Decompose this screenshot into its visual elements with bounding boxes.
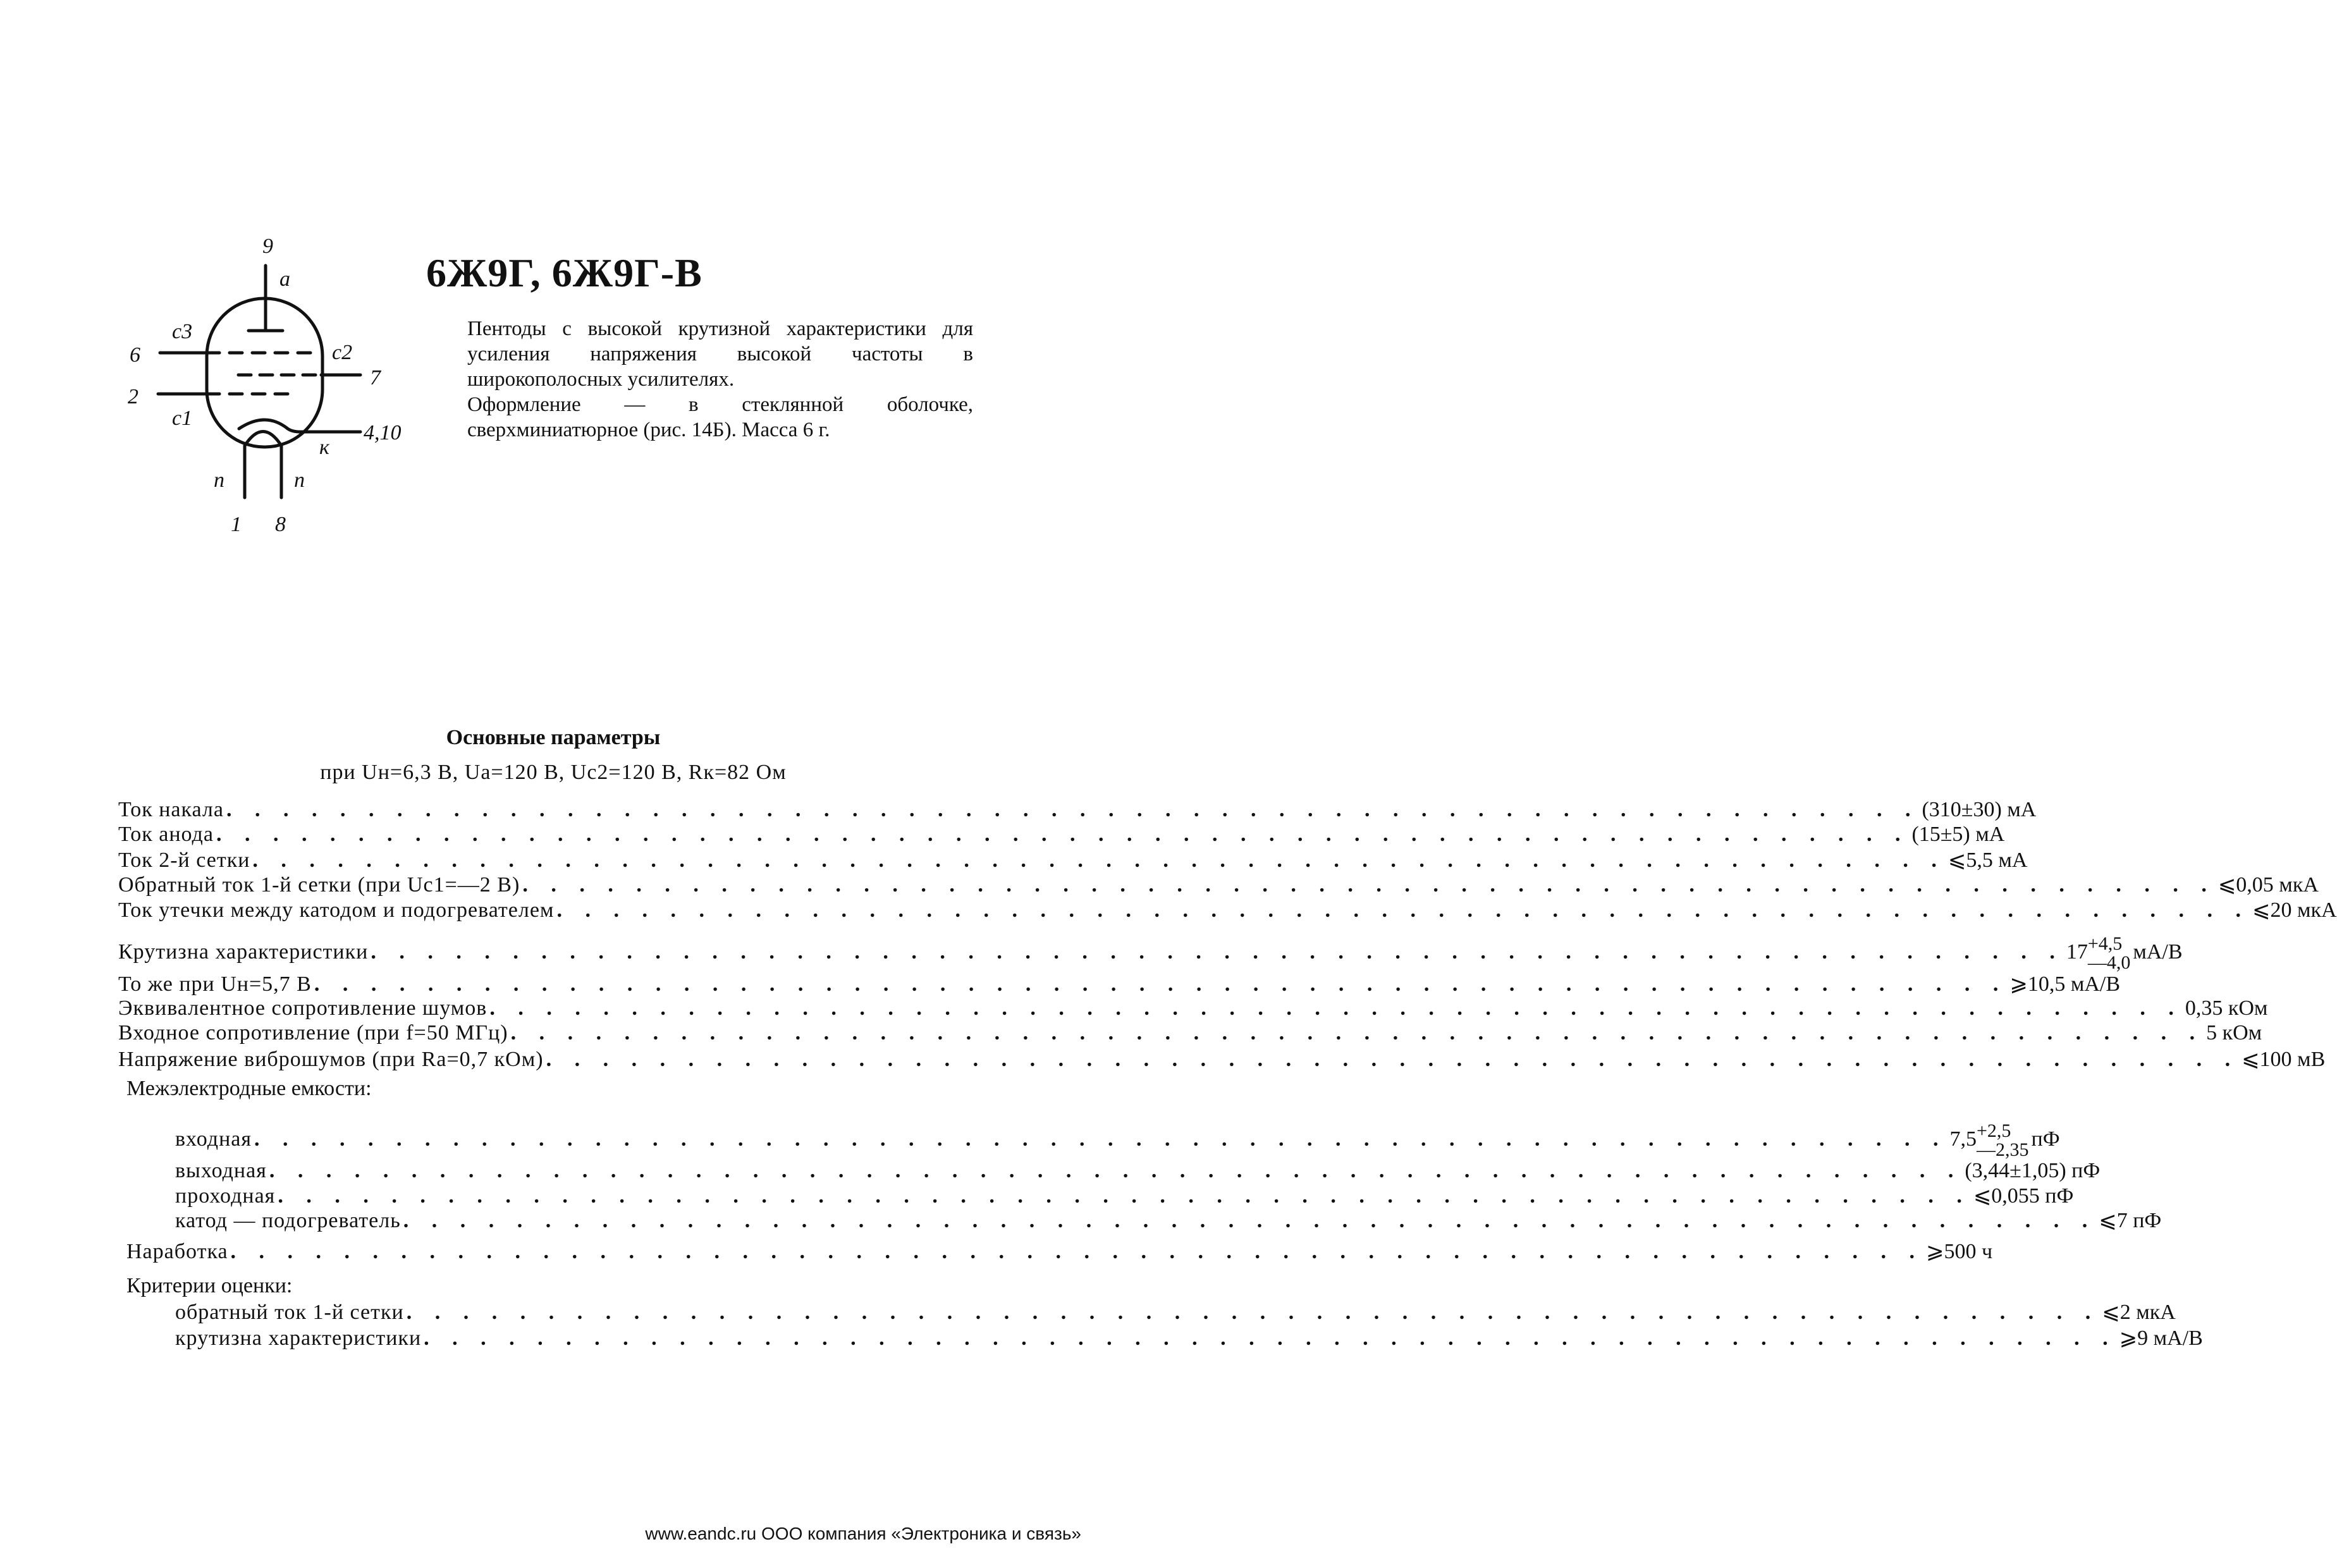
- tolerance-lower: —4,0: [2087, 952, 2131, 973]
- dot-leader: . . . . . . . . . . . . . . . . . . . . . . . . . . . . . . . . . . . . . . . . . . . . . . . . . . . . . . . . . . . .: [546, 1048, 2240, 1071]
- param-value: 5 кОм: [2206, 1021, 2262, 1044]
- description: [467, 316, 973, 443]
- param-row: [118, 798, 2037, 822]
- param-row: [175, 1183, 2074, 1208]
- pin-label-4-10: 4,10: [364, 421, 402, 444]
- param-label: проходная: [175, 1184, 276, 1208]
- grid1-label: с1: [172, 407, 193, 430]
- dot-leader: . . . . . . . . . . . . . . . . . . . . . . . . . . . . . . . . . . . . . . . . . . . . . . . . . . . . . . . . . . . .: [406, 1301, 2100, 1324]
- param-value: [1949, 1120, 2060, 1160]
- value-base: 7,5: [1949, 1127, 1977, 1151]
- param-label: То же при Uн=5,7 В: [118, 972, 312, 996]
- page-title: 6Ж9Г, 6Ж9Г-В: [426, 250, 702, 295]
- dot-leader: . . . . . . . . . . . . . . . . . . . . . . . . . . . . . . . . . . . . . . . . . . . . . . . . . . . . . . . . . . . .: [269, 1159, 1963, 1182]
- param-row: [118, 1046, 2326, 1072]
- pin-label-7: 7: [370, 366, 381, 389]
- param-value: ⩾500 ч: [1926, 1240, 1993, 1263]
- heater-label-left: п: [214, 469, 224, 492]
- grid2-label: с2: [332, 341, 353, 364]
- cathode-label: к: [319, 436, 329, 459]
- grid3-label: с3: [172, 320, 193, 343]
- dot-leader: . . . . . . . . . . . . . . . . . . . . . . . . . . . . . . . . . . . . . . . . . . . . . . . . . . . . . . . . . . . .: [522, 873, 2216, 897]
- param-row: [175, 1208, 2162, 1233]
- cathode: [239, 420, 360, 432]
- param-row: [118, 897, 2337, 922]
- pin-label-8: 8: [275, 513, 286, 536]
- pin-label-6: 6: [130, 343, 140, 367]
- param-label: обратный ток 1-й сетки: [175, 1301, 404, 1324]
- capacitances-heading: Межэлектродные емкости:: [126, 1077, 372, 1100]
- pin-label-1: 1: [231, 513, 242, 536]
- param-label: Ток анода: [118, 823, 214, 846]
- param-label: катод — подогреватель: [175, 1209, 401, 1232]
- param-value: ⩾9 мА/В: [2119, 1326, 2203, 1350]
- tolerance-upper: +4,5: [2087, 933, 2123, 954]
- param-label: Ток 2-й сетки: [118, 848, 250, 872]
- param-row: [126, 1239, 1993, 1264]
- param-label: выходная: [175, 1159, 267, 1182]
- tolerance: [2088, 934, 2131, 972]
- param-row: [175, 1120, 2060, 1160]
- tolerance-upper: +2,5: [1977, 1120, 2011, 1141]
- criteria-heading: Критерии оценки:: [126, 1274, 293, 1297]
- param-row: [118, 847, 2028, 873]
- param-label: Напряжение виброшумов (при Rа=0,7 кОм): [118, 1048, 544, 1071]
- dot-leader: . . . . . . . . . . . . . . . . . . . . . . . . . . . . . . . . . . . . . . . . . . . . . . . . . . . . . . . . . . . .: [254, 1127, 1947, 1151]
- param-label: Входное сопротивление (при f=50 МГц): [118, 1021, 508, 1044]
- anode-label: a: [279, 267, 290, 291]
- dot-leader: . . . . . . . . . . . . . . . . . . . . . . . . . . . . . . . . . . . . . . . . . . . . . . . . . . . . . . . . . . . .: [489, 996, 2183, 1020]
- dot-leader: . . . . . . . . . . . . . . . . . . . . . . . . . . . . . . . . . . . . . . . . . . . . . . . . . . . . . . . . . . . .: [424, 1326, 2117, 1350]
- param-value: (15±5) мА: [1911, 823, 2005, 846]
- dot-leader: . . . . . . . . . . . . . . . . . . . . . . . . . . . . . . . . . . . . . . . . . . . . . . . . . . . . . . . . . . . .: [226, 798, 1920, 821]
- tolerance: [1977, 1122, 2029, 1160]
- param-label: Ток накала: [118, 798, 224, 821]
- param-row: [118, 971, 2121, 996]
- pin-label-9: 9: [262, 235, 273, 258]
- dot-leader: . . . . . . . . . . . . . . . . . . . . . . . . . . . . . . . . . . . . . . . . . . . . . . . . . . . . . . . . . . . .: [230, 1240, 1924, 1263]
- param-value: ⩽7 пФ: [2099, 1209, 2162, 1232]
- param-value: ⩽2 мкА: [2102, 1301, 2176, 1324]
- param-value: ⩽0,055 пФ: [1973, 1184, 2074, 1208]
- value-unit: мА/В: [2133, 940, 2183, 964]
- param-label: входная: [175, 1127, 252, 1151]
- param-value: ⩽20 мкА: [2252, 898, 2337, 922]
- footer: www.eandc.ru ООО компания «Электроника и связь»: [645, 1524, 1081, 1543]
- param-value: (3,44±1,05) пФ: [1965, 1159, 2101, 1182]
- param-value: ⩽100 мВ: [2242, 1048, 2326, 1071]
- param-label: Наработка: [126, 1240, 228, 1263]
- pin-label-2: 2: [128, 385, 138, 408]
- param-row: [118, 823, 2005, 847]
- param-row: [118, 872, 2319, 897]
- dot-leader: . . . . . . . . . . . . . . . . . . . . . . . . . . . . . . . . . . . . . . . . . . . . . . . . . . . . . . . . . . . .: [314, 972, 2008, 996]
- param-label: Обратный ток 1-й сетки (при Uс1=—2 В): [118, 873, 520, 897]
- dot-leader: . . . . . . . . . . . . . . . . . . . . . . . . . . . . . . . . . . . . . . . . . . . . . . . . . . . . . . . . . . . .: [510, 1021, 2204, 1044]
- param-label: Эквивалентное сопротивление шумов: [118, 996, 488, 1020]
- dot-leader: . . . . . . . . . . . . . . . . . . . . . . . . . . . . . . . . . . . . . . . . . . . . . . . . . . . . . . . . . . . .: [371, 940, 2064, 964]
- param-row: [118, 933, 2183, 973]
- param-row: [175, 1159, 2101, 1183]
- param-label: крутизна характеристики: [175, 1326, 422, 1350]
- param-value: ⩾10,5 мА/В: [2009, 972, 2121, 996]
- dot-leader: . . . . . . . . . . . . . . . . . . . . . . . . . . . . . . . . . . . . . . . . . . . . . . . . . . . . . . . . . . . .: [556, 898, 2250, 922]
- param-row: [118, 1021, 2262, 1045]
- description-design: Оформление — в стеклянной оболочке, сверхминиатюрное (рис. 14Б). Масса 6 г.: [467, 393, 973, 441]
- dot-leader: . . . . . . . . . . . . . . . . . . . . . . . . . . . . . . . . . . . . . . . . . . . . . . . . . . . . . . . . . . . .: [403, 1209, 2097, 1232]
- param-value: ⩽5,5 мА: [1947, 848, 2028, 872]
- dot-leader: . . . . . . . . . . . . . . . . . . . . . . . . . . . . . . . . . . . . . . . . . . . . . . . . . . . . . . . . . . . .: [278, 1184, 1971, 1208]
- value-base: 17: [2066, 940, 2088, 964]
- param-value: ⩽0,05 мкА: [2217, 873, 2319, 897]
- params-heading: Основные параметры: [446, 726, 661, 749]
- param-row: [118, 996, 2268, 1020]
- heater-label-right: п: [294, 469, 305, 492]
- description-purpose: Пентоды с высокой крутизной характеристики для усиления напряжения высокой частоты в широкополосных усилителях.: [467, 317, 973, 391]
- params-conditions: при Uн=6,3 В, Uа=120 В, Uс2=120 В, Rк=82 Ом: [320, 761, 787, 784]
- value-unit: пФ: [2031, 1127, 2060, 1151]
- dot-leader: . . . . . . . . . . . . . . . . . . . . . . . . . . . . . . . . . . . . . . . . . . . . . . . . . . . . . . . . . . . .: [252, 848, 1946, 872]
- param-label: Крутизна характеристики: [118, 940, 369, 964]
- param-value: [2066, 933, 2183, 973]
- heater: [245, 432, 281, 498]
- tolerance-lower: —2,35: [1977, 1139, 2029, 1160]
- param-value: (310±30) мА: [1922, 798, 2037, 821]
- param-row: [175, 1325, 2203, 1351]
- pentode-schematic: [114, 228, 443, 544]
- dot-leader: . . . . . . . . . . . . . . . . . . . . . . . . . . . . . . . . . . . . . . . . . . . . . . . . . . . . . . . . . . . .: [216, 823, 1910, 846]
- param-value: 0,35 кОм: [2185, 996, 2268, 1020]
- param-row: [175, 1299, 2176, 1325]
- param-label: Ток утечки между катодом и подогревателем: [118, 898, 555, 922]
